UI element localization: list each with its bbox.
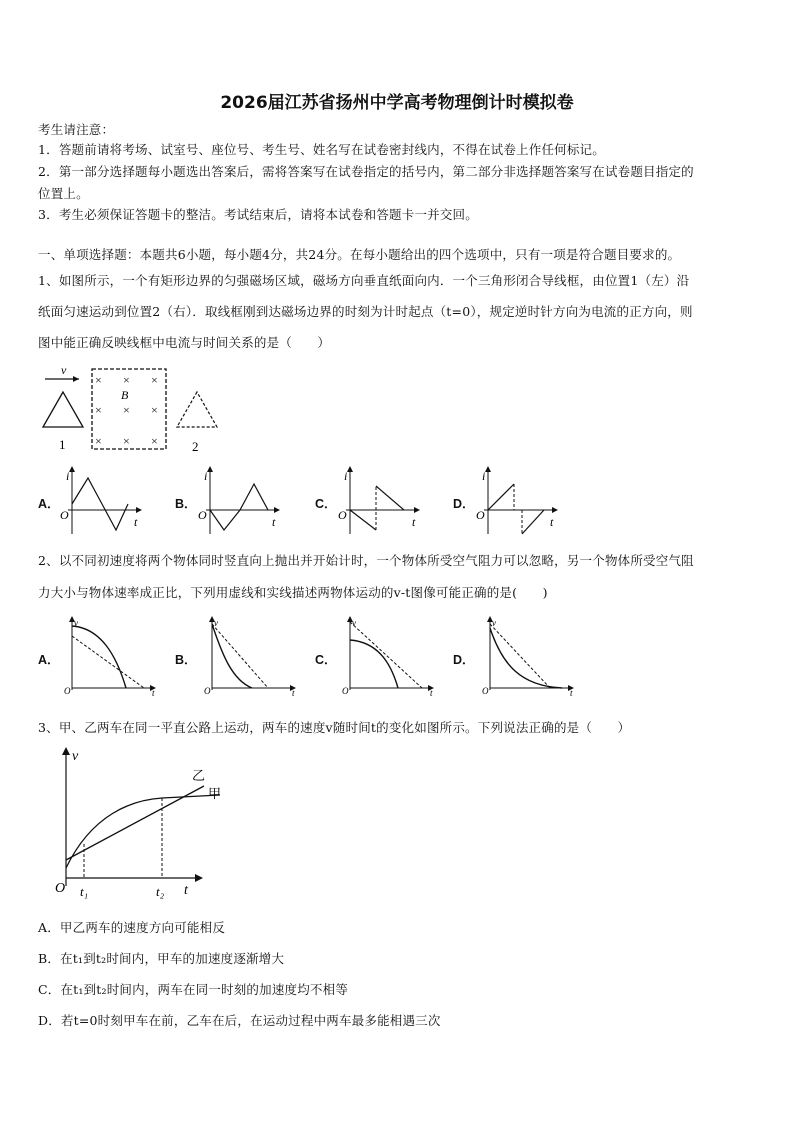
t1-label: t₁ bbox=[80, 884, 89, 899]
axis-t-label: t bbox=[134, 515, 138, 529]
t2-label: t₂ bbox=[156, 884, 165, 899]
notice-item-3: 3．考生必须保证答题卡的整洁。考试结束后，请将本试卷和答题卡一并交回。 bbox=[38, 207, 478, 222]
q1-line-3: 图中能正确反映线框中电流与时间关系的是（ ） bbox=[38, 335, 331, 350]
q1-option-c-graph bbox=[336, 464, 426, 536]
q3-choice-d[interactable]: D．若t=0时刻甲车在前，乙车在后，在运动过程中两车最多能相遇三次 bbox=[38, 1013, 441, 1028]
triangle-position-1 bbox=[43, 392, 83, 427]
axis-origin-label: O bbox=[482, 686, 489, 696]
field-crosses bbox=[95, 373, 158, 448]
axis-v-label: v bbox=[72, 749, 79, 764]
section-heading: 一、单项选择题：本题共6小题，每小题4分，共24分。在每小题给出的四个选项中，只有一项是符合题目要求的。 bbox=[38, 247, 681, 262]
axis-t-label: t bbox=[550, 515, 554, 529]
curve-jia bbox=[66, 795, 220, 868]
position-1-label: 1 bbox=[59, 437, 66, 452]
cross-mark: × bbox=[95, 403, 102, 417]
q2-option-d-graph bbox=[480, 614, 580, 698]
axis-t-label: t bbox=[272, 515, 276, 529]
axis-origin-label: O bbox=[64, 686, 71, 696]
axis-t-label: t bbox=[430, 688, 433, 698]
axis-v-label: v bbox=[492, 618, 496, 628]
q2-option-b-graph bbox=[202, 614, 302, 698]
cross-mark: × bbox=[151, 373, 158, 387]
axis-t-label: t bbox=[152, 688, 155, 698]
position-2-label: 2 bbox=[192, 439, 199, 454]
axis-origin-label: O bbox=[55, 881, 66, 896]
axis-i-label: i bbox=[482, 469, 486, 483]
q3-stem: 3、甲、乙两车在同一平直公路上运动，两车的速度v随时间t的变化如图所示。下列说法正确的是（ ） bbox=[38, 720, 631, 735]
q2-line-1: 2、以不同初速度将两个物体同时竖直向上抛出并开始计时，一个物体所受空气阻力可以忽略，另一个物体所受空气阻 bbox=[38, 553, 694, 568]
axis-origin-label: O bbox=[342, 686, 349, 696]
axis-v-label: v bbox=[352, 618, 356, 628]
axis-origin-label: O bbox=[204, 686, 211, 696]
q1-option-d-label[interactable]: D． bbox=[453, 497, 475, 511]
axis-origin-label: O bbox=[198, 508, 207, 522]
q2-option-a-graph bbox=[62, 614, 162, 698]
q3-choice-c[interactable]: C．在t₁到t₂时间内，两车在同一时刻的加速度均不相等 bbox=[38, 982, 349, 997]
cross-mark: × bbox=[123, 373, 130, 387]
q1-option-b-graph bbox=[196, 464, 286, 536]
notice-item-2-cont: 位置上。 bbox=[38, 186, 89, 201]
q2-line-2: 力大小与物体速率成正比，下列用虚线和实线描述两物体运动的v-t图像可能正确的是( ) bbox=[38, 585, 548, 600]
cross-mark: × bbox=[123, 403, 130, 417]
q1-option-c-label[interactable]: C． bbox=[315, 497, 337, 511]
jia-label: 甲 bbox=[208, 786, 222, 801]
axis-origin-label: O bbox=[60, 508, 69, 522]
axis-t-label: t bbox=[184, 883, 188, 898]
q2-option-c-graph bbox=[340, 614, 440, 698]
q3-velocity-time-graph bbox=[52, 744, 232, 900]
q2-option-b-label[interactable]: B． bbox=[175, 653, 197, 667]
axis-v-label: v bbox=[214, 618, 218, 628]
q3-choice-b[interactable]: B．在t₁到t₂时间内，甲车的加速度逐渐增大 bbox=[38, 951, 285, 966]
q1-option-a-graph bbox=[58, 464, 148, 536]
axis-t-label: t bbox=[412, 515, 416, 529]
q1-option-d-graph bbox=[474, 464, 564, 536]
cross-mark: × bbox=[95, 434, 102, 448]
q2-option-d-label[interactable]: D． bbox=[453, 653, 475, 667]
q1-option-a-label[interactable]: A． bbox=[38, 497, 60, 511]
axis-i-label: i bbox=[344, 469, 348, 483]
notice-heading: 考生请注意： bbox=[38, 122, 115, 137]
page-title: 2026届江苏省扬州中学高考物理倒计时模拟卷 bbox=[220, 93, 574, 113]
q1-magnetic-field-figure bbox=[35, 362, 235, 457]
velocity-label: v bbox=[61, 363, 67, 377]
cross-mark: × bbox=[95, 373, 102, 387]
field-B-label: B bbox=[121, 388, 129, 402]
cross-mark: × bbox=[123, 434, 130, 448]
axis-t-label: t bbox=[570, 688, 573, 698]
axis-v-label: v bbox=[74, 618, 78, 628]
q1-line-2: 纸面匀速运动到位置2（右）．取线框刚到达磁场边界的时刻为计时起点（t=0），规定逆时针方向为电流的正方向，则 bbox=[38, 304, 693, 319]
triangle-position-2 bbox=[177, 392, 217, 427]
q2-option-a-label[interactable]: A． bbox=[38, 653, 60, 667]
axis-origin-label: O bbox=[338, 508, 347, 522]
axis-i-label: i bbox=[204, 469, 208, 483]
velocity-arrowhead bbox=[73, 376, 79, 382]
q2-option-c-label[interactable]: C． bbox=[315, 653, 337, 667]
q1-option-b-label[interactable]: B． bbox=[175, 497, 197, 511]
axis-i-label: i bbox=[66, 469, 70, 483]
yi-label: 乙 bbox=[192, 768, 206, 783]
notice-item-2: 2．第一部分选择题每小题选出答案后，需将答案写在试卷指定的括号内，第二部分非选择题答案写在试卷题目指定的 bbox=[38, 164, 694, 179]
axis-origin-label: O bbox=[476, 508, 485, 522]
q1-line-1: 1、如图所示，一个有矩形边界的匀强磁场区域，磁场方向垂直纸面向内．一个三角形闭合导线框，由位置1（左）沿 bbox=[38, 273, 690, 288]
axis-t-label: t bbox=[292, 688, 295, 698]
notice-item-1: 1．答题前请将考场、试室号、座位号、考生号、姓名写在试卷密封线内，不得在试卷上作任何标记。 bbox=[38, 142, 605, 157]
cross-mark: × bbox=[151, 403, 158, 417]
cross-mark: × bbox=[151, 434, 158, 448]
q3-choice-a[interactable]: A．甲乙两车的速度方向可能相反 bbox=[38, 920, 226, 935]
